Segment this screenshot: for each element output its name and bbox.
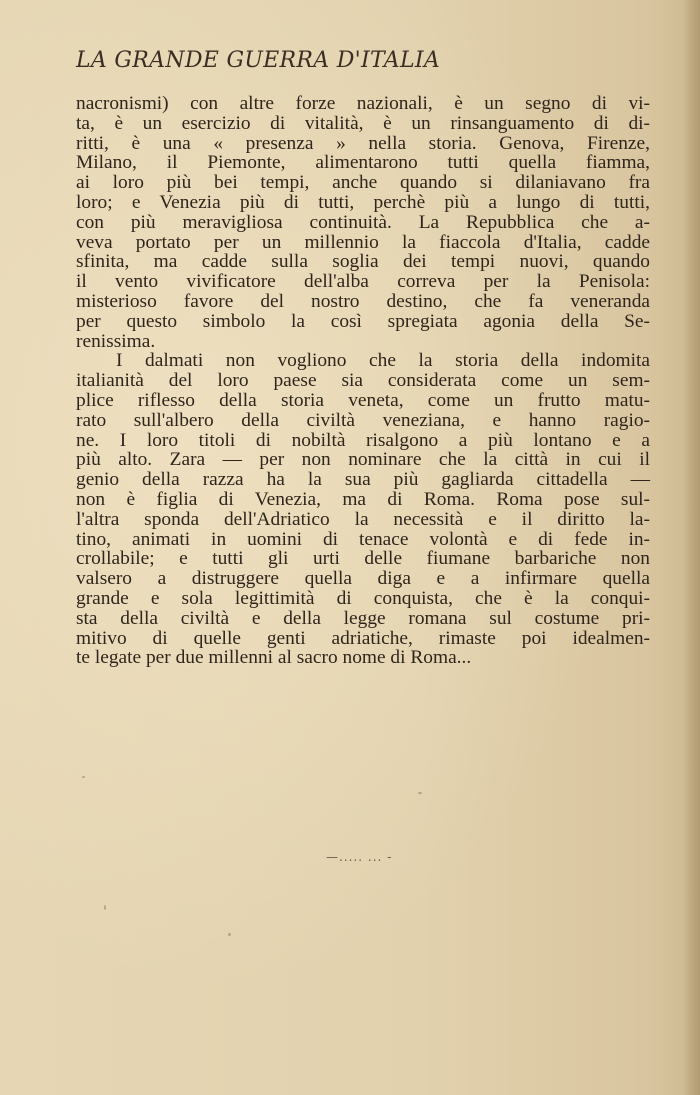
page-edge-shadow xyxy=(682,0,700,1095)
text-line: crollabile; e tutti gli urti delle fiumane barbariche non xyxy=(76,548,650,570)
paper-speck xyxy=(228,933,231,936)
text-line: l'altra sponda dell'Adriatico la necessità e il diritto la- xyxy=(76,508,650,530)
text-line: ne. I loro titoli di nobiltà risalgono a più lontano e a xyxy=(76,429,650,451)
text-line: valsero a distruggere quella diga e a infirmare quella xyxy=(76,568,650,590)
text-line: te legate per due millenni al sacro nome di Roma... xyxy=(76,647,472,669)
paragraph-2 xyxy=(76,351,650,668)
text-line: Milano, il Piemonte, alimentarono tutti quella fiamma, xyxy=(76,152,650,174)
text-line: sfinita, ma cadde sulla soglia dei tempi nuovi, quando xyxy=(76,251,650,273)
paper-speck xyxy=(418,792,422,794)
paragraph-1 xyxy=(76,94,650,351)
text-line: per questo simbolo la così spregiata agonia della Se- xyxy=(76,310,650,332)
text-line: ai loro più bei tempi, anche quando si dilaniavano fra xyxy=(76,172,650,194)
text-line: il vento vivificatore dell'alba correva per la Penisola: xyxy=(76,271,650,293)
text-line: plice riflesso della storia veneta, come un frutto matu- xyxy=(76,389,650,411)
text-line: loro; e Venezia più di tutti, perchè più a lungo di tutti, xyxy=(76,191,650,213)
paper-speck xyxy=(104,905,106,910)
text-line: italianità del loro paese sia considerata come un sem- xyxy=(76,370,650,392)
text-line: mitivo di quelle genti adriatiche, rimaste poi idealmen- xyxy=(76,627,650,649)
body-text xyxy=(76,94,650,668)
text-line: non è figlia di Venezia, ma di Roma. Roma pose sul- xyxy=(76,488,650,510)
text-line: tino, animati in uomini di tenace volontà e di fede in- xyxy=(76,528,650,550)
text-line: renissima. xyxy=(76,330,156,352)
text-line: con più meravigliosa continuità. La Repubblica che a- xyxy=(76,211,650,233)
text-line: genio della razza ha la sua più gagliarda cittadella — xyxy=(76,469,650,491)
text-line: grande e sola legittimità di conquista, che è la conqui- xyxy=(76,587,650,609)
text-line: ritti, è una « presenza » nella storia. Genova, Firenze, xyxy=(76,132,650,154)
running-head: LA GRANDE GUERRA D'ITALIA xyxy=(76,48,441,73)
text-line: rato sull'albero della civiltà veneziana, e hanno ragio- xyxy=(76,409,650,431)
paper-speck xyxy=(82,776,85,778)
text-line: nacronismi) con altre forze nazionali, è un segno di vi- xyxy=(76,93,650,114)
text-line: misterioso favore del nostro destino, che fa veneranda xyxy=(76,290,650,312)
text-line: più alto. Zara — per non nominare che la città in cui il xyxy=(76,449,650,471)
text-line: veva portato per un millennio la fiaccola d'Italia, cadde xyxy=(76,231,650,253)
text-line: sta della civiltà e della legge romana sul costume pri- xyxy=(76,607,650,629)
text-line: I dalmati non vogliono che la storia della indomita xyxy=(116,350,650,372)
section-end-ornament: —..... ... - xyxy=(326,850,393,864)
text-line: ta, è un esercizio di vitalità, è un rinsanguamento di di- xyxy=(76,112,650,134)
